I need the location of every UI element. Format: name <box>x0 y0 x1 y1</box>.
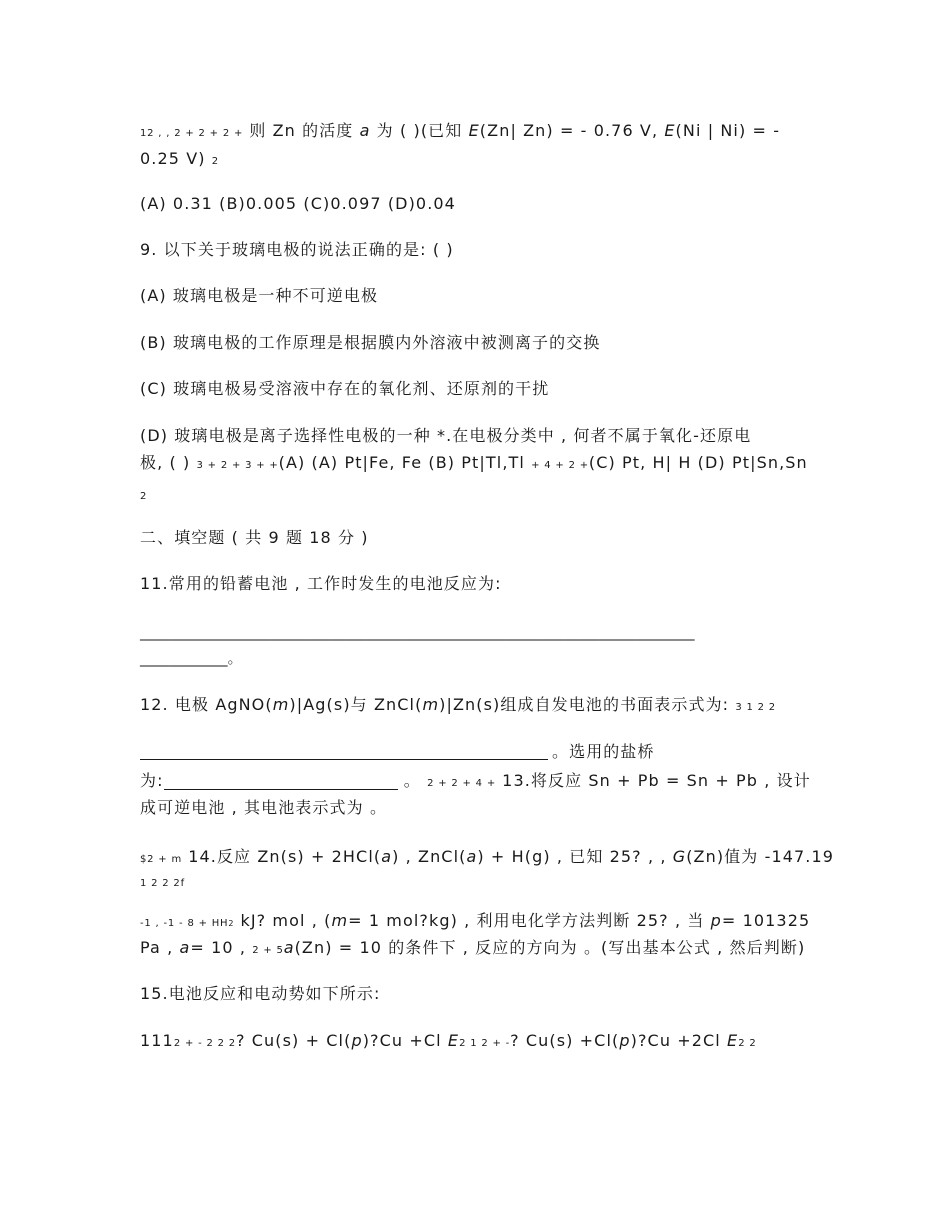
q15-reactions: 1112 + - 2 2 2? Cu(s) + Cl(p)?Cu +Cl E2 1 2 + -? Cu(s) +Cl(p)?Cu +2Cl E2 2 <box>140 1031 757 1050</box>
q14-line-3: -1 , -1 - 8 + HH2 kJ? mol , (m= 1 mol?kg) , 利用电化学方法判断 25? , 当 p= 101325 <box>140 911 811 930</box>
q14-subscripts: 1 2 2 2f <box>140 878 185 889</box>
section-heading: 二、填空题 ( 共 9 题 18 分 ) <box>140 528 369 547</box>
q8-subscripts: 12 , , 2 + 2 + 2 + <box>140 128 244 139</box>
q11-answer-blank-2: ____________。 <box>140 650 243 667</box>
q11-answer-blank-1: ____________________________________________________________________________ <box>140 624 695 641</box>
q12-salt-bridge-text: 。选用的盐桥 <box>552 742 655 761</box>
q9-stem: 9. 以下关于玻璃电极的说法正确的是: ( ) <box>140 240 454 259</box>
q12-line-3: 为: 。 2 + 2 + 4 + 13.将反应 Sn + Pb = Sn + Pb , 设计 <box>140 771 811 790</box>
q12-stem: 12. 电极 AgNO(m)|Ag(s)与 ZnCl(m)|Zn(s)组成自发电池的书面表示式为: 3 1 2 2 <box>140 695 776 714</box>
salt-bridge-blank <box>164 773 398 790</box>
q9-option-c: (C) 玻璃电极易受溶液中存在的氧化剂、还原剂的干扰 <box>140 379 550 398</box>
q14-line-1: $2 + m 14.反应 Zn(s) + 2HCl(a) , ZnCl(a) + H(g) , 已知 25? , , G(Zn)值为 -147.19 <box>140 847 835 866</box>
q9-option-a: (A) 玻璃电极是一种不可逆电极 <box>140 286 379 305</box>
q9-option-b: (B) 玻璃电极的工作原理是根据膜内外溶液中被测离子的交换 <box>140 333 601 352</box>
q15-stem: 15.电池反应和电动势如下所示: <box>140 984 381 1003</box>
q8-options: (A) 0.31 (B)0.005 (C)0.097 (D)0.04 <box>140 194 456 213</box>
q10-subscript: 2 <box>140 491 148 502</box>
q11-stem: 11.常用的铅蓄电池 , 工作时发生的电池反应为: <box>140 574 502 593</box>
q9-option-d: (D) 玻璃电极是离子选择性电极的一种 *.在电极分类中 , 何者不属于氧化-还原电 <box>140 426 752 445</box>
q14-line-4: Pa , a= 10 , 2 + 5a(Zn) = 10 的条件下 , 反应的方向为 。(写出基本公式 , 然后判断) <box>140 938 806 957</box>
q12-answer-blank <box>140 759 548 760</box>
q10-line: 极, ( ) 3 + 2 + 3 + +(A) (A) Pt|Fe, Fe (B) Pt|Tl,Tl + 4 + 2 +(C) Pt, H| H (D) Pt|Sn,Sn <box>140 453 808 472</box>
q8-line-1: 12 , , 2 + 2 + 2 + 则 Zn 的活度 a 为 ( )(已知 E(Zn| Zn) = - 0.76 V, E(Ni | Ni) = - <box>140 121 781 140</box>
q8-line-2: 0.25 V) 2 <box>140 149 219 168</box>
q13-line: 成可逆电池 , 其电池表示式为 。 <box>140 798 388 817</box>
